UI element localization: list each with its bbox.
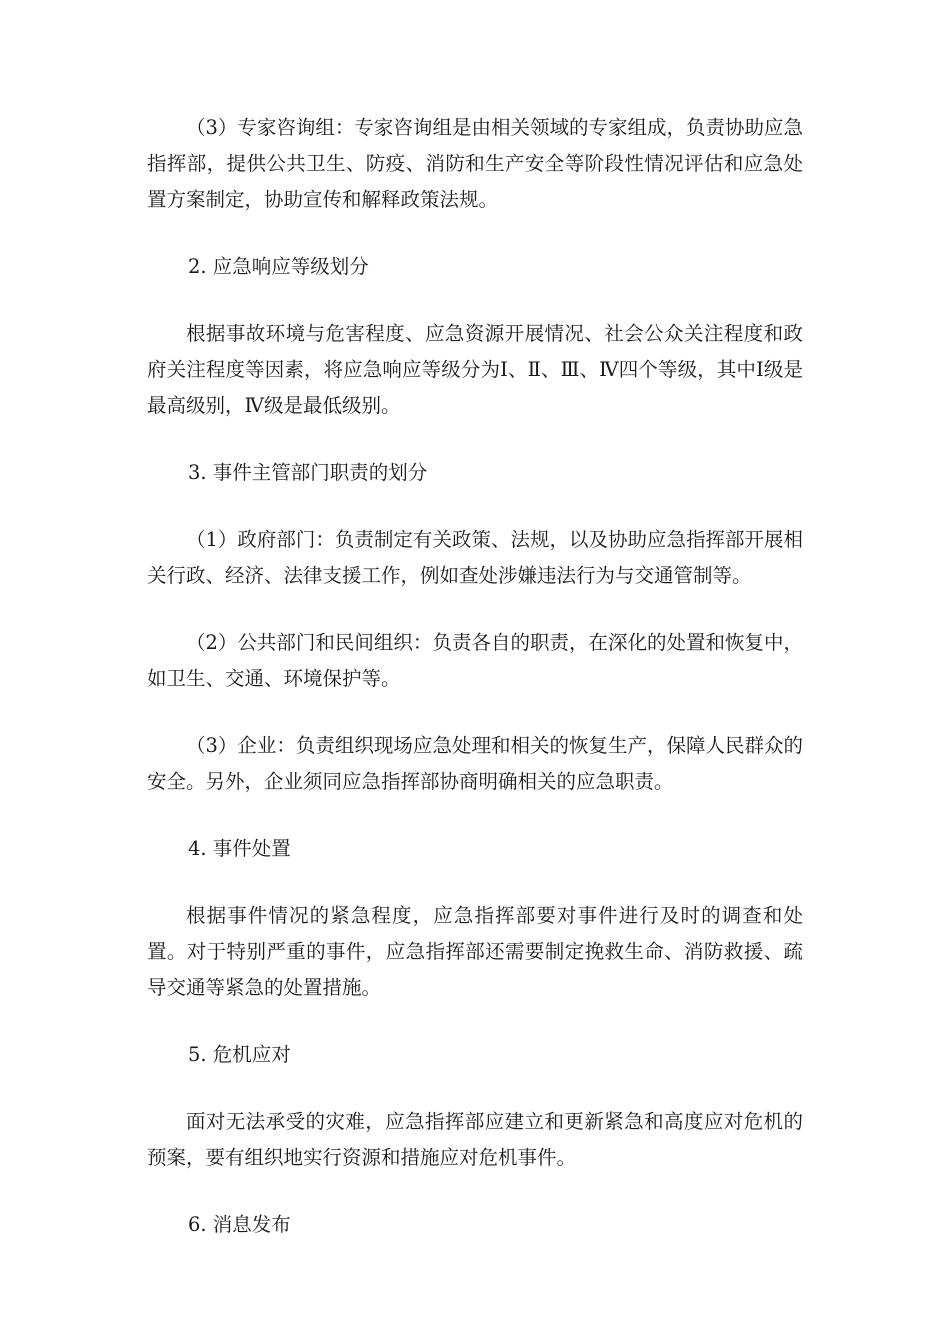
paragraph-response-levels: 根据事故环境与危害程度、应急资源开展情况、社会公众关注程度和政府关注程度等因素，将应急响应等级分为Ⅰ、Ⅱ、Ⅲ、Ⅳ四个等级，其中Ⅰ级是最高级别，Ⅳ级是最低级别。 xyxy=(147,322,803,417)
section-heading-incident-handling: 4. 事件处置 xyxy=(187,837,291,860)
section-heading-department-duties: 3. 事件主管部门职责的划分 xyxy=(187,461,428,484)
section-heading-information-release: 6. 消息发布 xyxy=(187,1213,291,1236)
paragraph-expert-group: （3）专家咨询组：专家咨询组是由相关领域的专家组成，负责协助应急指挥部，提供公共卫生、防疫、消防和生产安全等阶段性情况评估和应急处置方案制定，协助宣传和解释政策法规。 xyxy=(147,116,803,211)
paragraph-government-departments: （1）政府部门：负责制定有关政策、法规，以及协助应急指挥部开展相关行政、经济、法律支援工作，例如查处涉嫌违法行为与交通管制等。 xyxy=(147,528,803,587)
paragraph-public-departments: （2）公共部门和民间组织：负责各自的职责，在深化的处置和恢复中，如卫生、交通、环境保护等。 xyxy=(147,631,803,690)
paragraph-crisis-response: 面对无法承受的灾难，应急指挥部应建立和更新紧急和高度应对危机的预案，要有组织地实行资源和措施应对危机事件。 xyxy=(147,1110,803,1169)
paragraph-enterprises: （3）企业：负责组织现场应急处理和相关的恢复生产，保障人民群众的安全。另外，企业须同应急指挥部协商明确相关的应急职责。 xyxy=(147,734,803,793)
paragraph-incident-handling: 根据事件情况的紧急程度，应急指挥部要对事件进行及时的调查和处置。对于特别严重的事件，应急指挥部还需要制定挽救生命、消防救援、疏导交通等紧急的处置措施。 xyxy=(147,904,803,999)
section-heading-crisis-response: 5. 危机应对 xyxy=(187,1043,291,1066)
document-body xyxy=(147,110,803,1274)
section-heading-response-levels: 2. 应急响应等级划分 xyxy=(187,255,369,278)
